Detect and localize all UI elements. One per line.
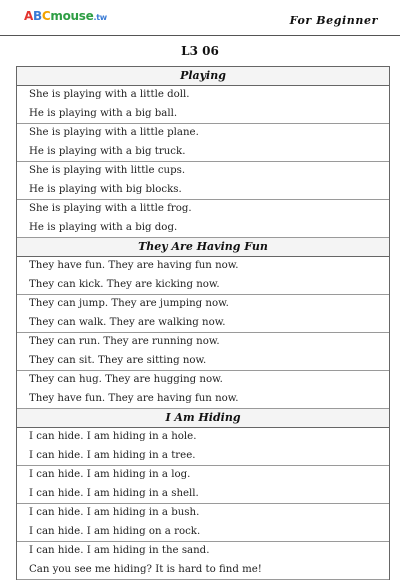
worksheet-table xyxy=(16,66,390,580)
sentence-row: She is playing with little cups. xyxy=(29,165,186,176)
sentence-row: I can hide. I am hiding in a hole. xyxy=(29,431,197,442)
level-label: For Beginner xyxy=(289,14,378,27)
sentence-row: He is playing with a big dog. xyxy=(17,219,389,238)
section-heading: I Am Hiding xyxy=(17,409,389,428)
sentence-row: Can you see me hiding? It is hard to find me! xyxy=(17,561,389,580)
sentence-row: She is playing with a little frog. xyxy=(29,203,192,214)
sentence-row: They have fun. They are having fun now. xyxy=(29,260,239,271)
sentence-row: I can hide. I am hiding in a shell. xyxy=(17,485,389,504)
section-heading: Playing xyxy=(17,67,389,86)
sentence-row: He is playing with a big truck. xyxy=(17,143,389,162)
lesson-title: L3 06 xyxy=(181,44,219,58)
sentence-row: They can run. They are running now. xyxy=(29,336,220,347)
sentence-row: She is playing with a little doll. xyxy=(29,89,190,100)
sentence-row: I can hide. I am hiding in a log. xyxy=(29,469,191,480)
page-header xyxy=(0,0,400,38)
sentence-row: They can sit. They are sitting now. xyxy=(17,352,389,371)
sentence-row: I can hide. I am hiding in a tree. xyxy=(17,447,389,466)
logo-word-mouse: mouse xyxy=(50,9,94,23)
sentence-row: I can hide. I am hiding in the sand. xyxy=(29,545,210,556)
sentence-row: She is playing with a little plane. xyxy=(29,127,199,138)
logo-letter-b: B xyxy=(33,9,42,23)
sentence-row: They have fun. They are having fun now. xyxy=(17,390,389,409)
sentence-row: He is playing with big blocks. xyxy=(17,181,389,200)
logo-letter-a: A xyxy=(24,9,33,23)
sentence-row: They can walk. They are walking now. xyxy=(17,314,389,333)
sentence-row: I can hide. I am hiding on a rock. xyxy=(17,523,389,542)
header-divider xyxy=(0,35,400,36)
sentence-row: He is playing with a big ball. xyxy=(17,105,389,124)
sentence-row: They can kick. They are kicking now. xyxy=(17,276,389,295)
logo-letter-c: C xyxy=(41,9,51,23)
sentence-row: They can hug. They are hugging now. xyxy=(29,374,223,385)
section-heading: They Are Having Fun xyxy=(17,238,389,257)
logo-suffix: .tw xyxy=(93,13,107,22)
sentence-row: They can jump. They are jumping now. xyxy=(29,298,229,309)
abcmouse-logo xyxy=(24,9,107,23)
sentence-row: I can hide. I am hiding in a bush. xyxy=(29,507,200,518)
